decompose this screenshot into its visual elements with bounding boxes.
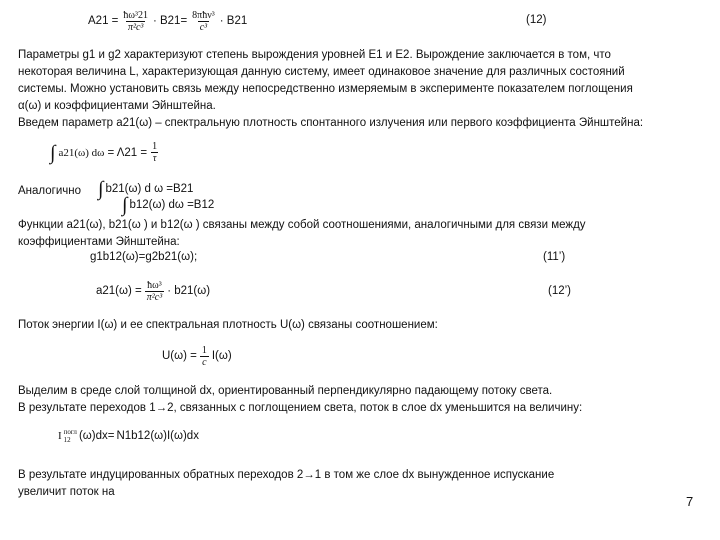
page-number: 7 bbox=[686, 494, 694, 509]
para4-line-1: Выделим в среде слой толщиной dx, ориентированный перпендикулярно падающему потоку света. bbox=[18, 385, 553, 397]
eq-loss-rhs: N1b12(ω)I(ω)dx bbox=[116, 430, 199, 442]
eq-loss-lhs: I bbox=[58, 430, 62, 442]
para1-line-1: Параметры g1 и g2 характеризуют степень вырождения уровней E1 и E2. Вырождение заключается в том, что bbox=[18, 49, 611, 61]
eq12p-denominator: π²c³ bbox=[146, 291, 163, 303]
eq-U-rhs: I(ω) bbox=[211, 350, 232, 362]
intro-a21: Введем параметр a21(ω) – спектральную плотность спонтанного излучения или первого коэффициента Эйнштейна: bbox=[18, 117, 644, 129]
eq12-fraction-2 bbox=[190, 10, 217, 33]
eq11p-label: (11’) bbox=[543, 251, 566, 263]
integral-a21-equals: = Λ21 = bbox=[107, 146, 148, 159]
equation-12 bbox=[88, 8, 247, 34]
para1-line-2: некоторая величина L, характеризующая данную систему, имеет одинаковое значение для различных состояний bbox=[18, 66, 625, 78]
eq-U-fraction bbox=[200, 345, 209, 368]
integral-a21-integrand: a21(ω) dω bbox=[58, 146, 105, 159]
eq-loss-mid: (ω)dx= bbox=[78, 430, 115, 442]
para3: Поток энергии I(ω) и ее спектральная плотность U(ω) связаны соотношением: bbox=[18, 319, 438, 331]
eq12-fraction-1 bbox=[121, 10, 150, 33]
eq12p-label: (12’) bbox=[548, 285, 572, 297]
eq12-label: (12) bbox=[526, 14, 547, 26]
para5-line-2: увеличит поток на bbox=[18, 486, 115, 498]
eq11p-text: g1b12(ω)=g2b21(ω); bbox=[90, 251, 198, 263]
equation-12-prime bbox=[96, 278, 210, 304]
equation-integral-a21 bbox=[50, 141, 159, 164]
integral-a21-denominator: τ bbox=[152, 153, 157, 164]
eq12p-rhs: · b21(ω) bbox=[167, 285, 211, 297]
para4-line-2: В результате переходов 1→2, связанных с поглощением света, поток в слое dx уменьшится на величину: bbox=[18, 402, 583, 414]
eq12-lhs: A21 = bbox=[88, 15, 119, 27]
para1-line-3: системы. Можно установить связь между непосредственно измеряемым в эксперименте показателем поглощения bbox=[18, 83, 633, 95]
para1-line-4: α(ω) и коэффициентами Эйнштейна. bbox=[18, 100, 216, 112]
analog-label: Аналогично bbox=[18, 185, 82, 197]
integral-sign-icon: ∫ bbox=[50, 141, 56, 164]
eq12-frac2-numerator: 8πħν³ bbox=[192, 9, 215, 21]
eq12-mid: · B21= bbox=[152, 15, 188, 27]
integral-a21-numerator: 1 bbox=[152, 141, 158, 152]
equation-b21 bbox=[98, 178, 194, 200]
eq-b12-text: b12(ω) dω =B12 bbox=[129, 199, 215, 211]
eq-U-numerator: 1 bbox=[201, 344, 207, 356]
integral-sign-icon: ∫ bbox=[122, 194, 128, 216]
para5-line-1: В результате индуцированных обратных переходов 2→1 в том же слое dx вынужденное испускание bbox=[18, 469, 555, 481]
para2-line-2: коэффициентами Эйнштейна: bbox=[18, 236, 180, 248]
para2-line-1: Функции a21(ω), b21(ω ) и b12(ω ) связаны между собой соотношениями, аналогичными для связи между bbox=[18, 219, 586, 231]
equation-loss bbox=[58, 428, 199, 444]
integral-a21-fraction bbox=[150, 141, 159, 164]
eq-loss-indices bbox=[64, 428, 77, 444]
equation-b12 bbox=[122, 194, 215, 216]
eq12p-fraction bbox=[145, 280, 164, 303]
eq12-frac1-denominator: π²c³ bbox=[127, 21, 144, 33]
eq-U-lhs: U(ω) = bbox=[162, 350, 197, 362]
eq12p-lhs: a21(ω) = bbox=[96, 285, 142, 297]
eq12p-numerator: ħω³ bbox=[147, 279, 162, 291]
eq12-frac2-denominator: c³ bbox=[199, 21, 208, 33]
eq-U-denominator: c bbox=[202, 356, 207, 368]
eq-loss-sub: 12 bbox=[63, 436, 71, 444]
equation-U bbox=[162, 343, 232, 369]
integral-sign-icon: ∫ bbox=[98, 178, 104, 200]
eq-loss-sup: погл bbox=[63, 428, 77, 436]
eq-b21-text: b21(ω) d ω =B21 bbox=[105, 183, 194, 195]
eq12-rhs: · B21 bbox=[219, 15, 248, 27]
eq12-frac1-numerator: ħω³21 bbox=[123, 9, 148, 21]
